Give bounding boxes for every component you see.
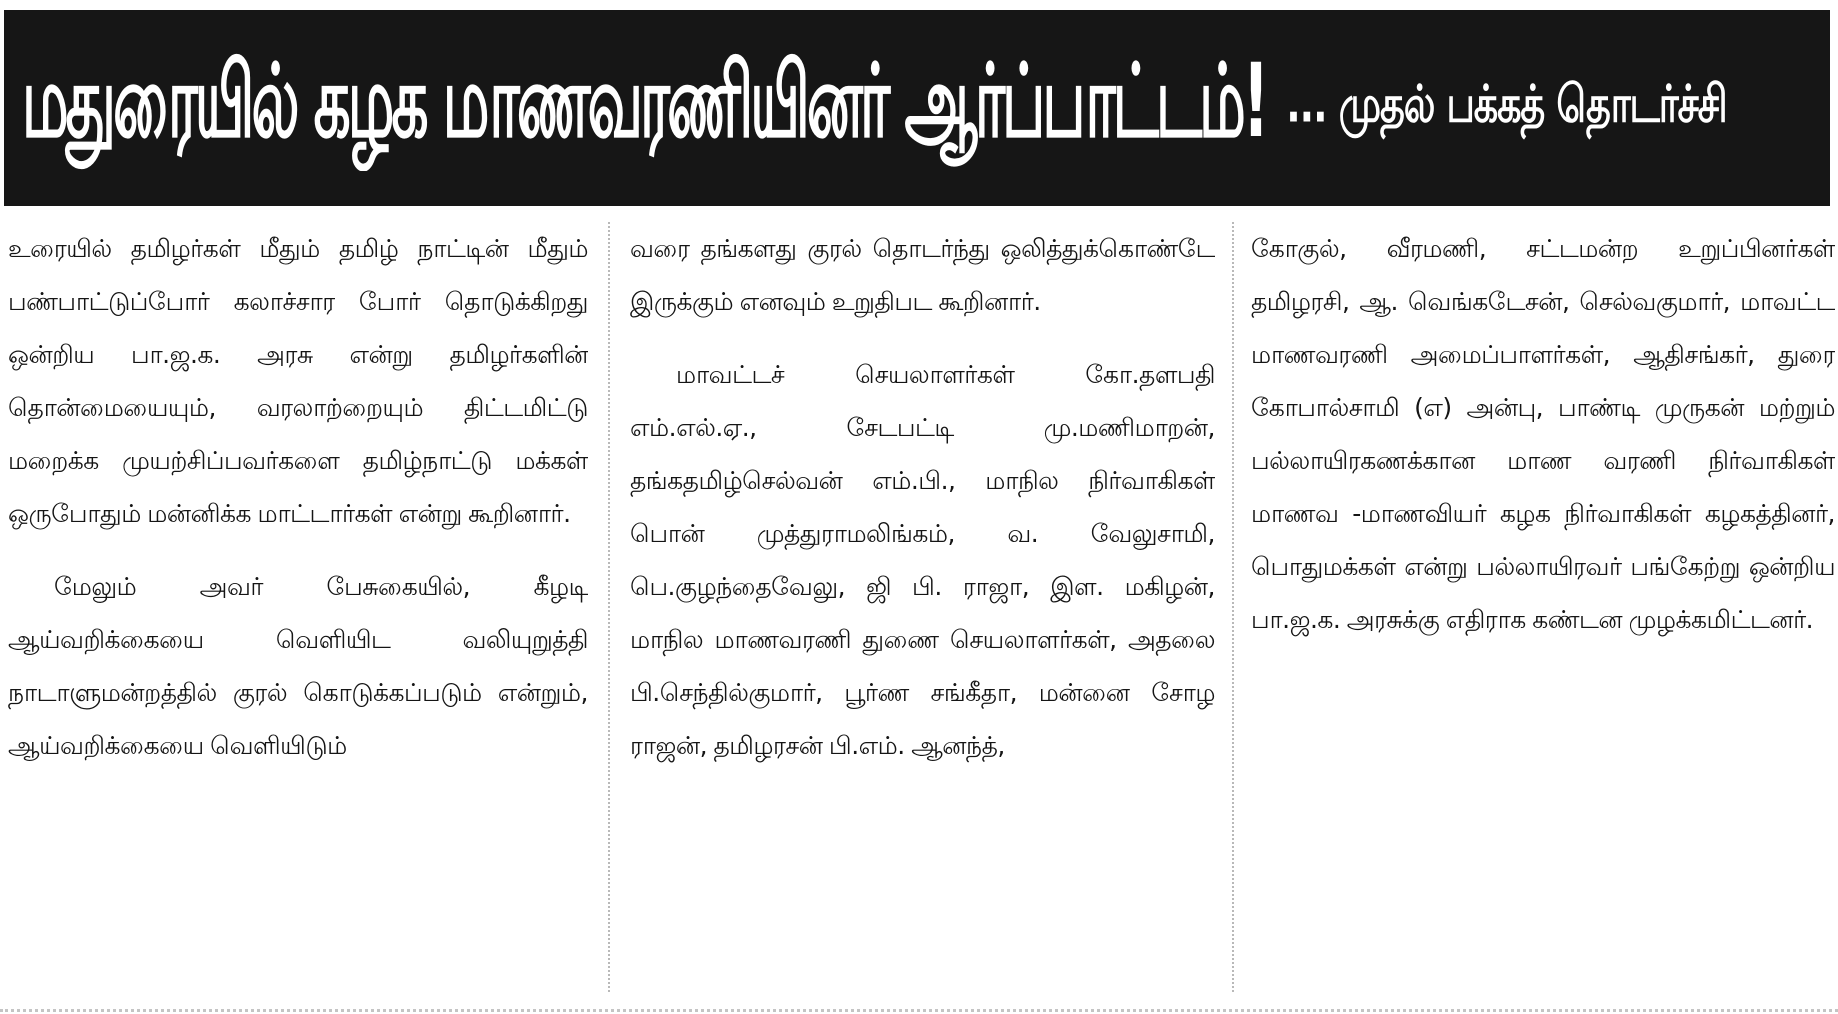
column-1-paragraph-1: உரையில் தமிழர்கள் மீதும் தமிழ் நாட்டின் மீதும் பண்பாட்டுப்போர் கலாச்சார போர் தொடுக்கிறது ஒன்றிய பா.ஜ.க. அரசு என்று தமிழர்களின் தொன்மையையும், வரலாற்றையும் திட்டமிட்டு மறைக்க முயற்சிப்பவர்களை தமிழ்நாட்டு மக்கள் ஒருபோதும் மன்னிக்க மாட்டார்கள் என்று கூறினார்.	[8, 234, 588, 528]
headline: மதுரையில் கழக மாணவரணியினர் ஆர்ப்பாட்டம்!	[22, 41, 1267, 161]
column-3-paragraph-1: கோகுல், வீரமணி, சட்டமன்ற உறுப்பினர்கள் தமிழரசி, ஆ. வெங்கடேசன், செல்வகுமார், மாவட்ட மாணவரணி அமைப்பாளர்கள், ஆதிசங்கர், துரை கோபால்சாமி (எ) அன்பு, பாண்டி முருகன் மற்றும் பல்லாயிரகணக்கான மாண வரணி நிர்வாகிகள் மாணவ -மாணவியர் கழக நிர்வாகிகள் கழகத்தினர், பொதுமக்கள் என்று பல்லாயிரவர் பங்கேற்று ஒன்றிய பா.ஜ.க. அரசுக்கு எதிராக கண்டன முழக்கமிட்டனர்.	[1251, 234, 1835, 634]
page-bottom-border	[0, 1009, 1838, 1012]
column-divider-2	[1232, 222, 1234, 992]
continued-from-front-page-label: ... முதல் பக்கத் தொடர்ச்சி	[1286, 74, 1727, 134]
article-column-2	[630, 222, 1215, 772]
article-column-3	[1251, 222, 1835, 646]
column-2-paragraph-1: வரை தங்களது குரல் தொடர்ந்து ஒலித்துக்கொண்டே இருக்கும் எனவும் உறுதிபட கூறினார்.	[630, 234, 1215, 316]
column-2-paragraph-2: மாவட்டச் செயலாளர்கள் கோ.தளபதி எம்.எல்.ஏ., சேடபட்டி மு.மணிமாறன், தங்கதமிழ்செல்வன் எம்.பி., மாநில நிர்வாகிகள் பொன் முத்துராமலிங்கம், வ. வேலுசாமி, பெ.குழந்தைவேலு, ஜி பி. ராஜா, இள. மகிழன், மாநில மாணவரணி துணை செயலாளர்கள், அதலை பி.செந்தில்குமார், பூர்ண சங்கீதா, மன்னை சோழ ராஜன், தமிழரசன் பி.எம். ஆனந்த்,	[630, 360, 1215, 760]
column-divider-1	[608, 222, 610, 992]
article-body	[0, 222, 1838, 1002]
article-column-1	[8, 222, 588, 772]
headline-banner	[4, 10, 1830, 206]
column-1-paragraph-2: மேலும் அவர் பேசுகையில், கீழடி ஆய்வறிக்கையை வெளியிட வலியுறுத்தி நாடாளுமன்றத்தில் குரல் கொடுக்கப்படும் என்றும், ஆய்வறிக்கையை வெளியிடும்	[8, 572, 588, 760]
